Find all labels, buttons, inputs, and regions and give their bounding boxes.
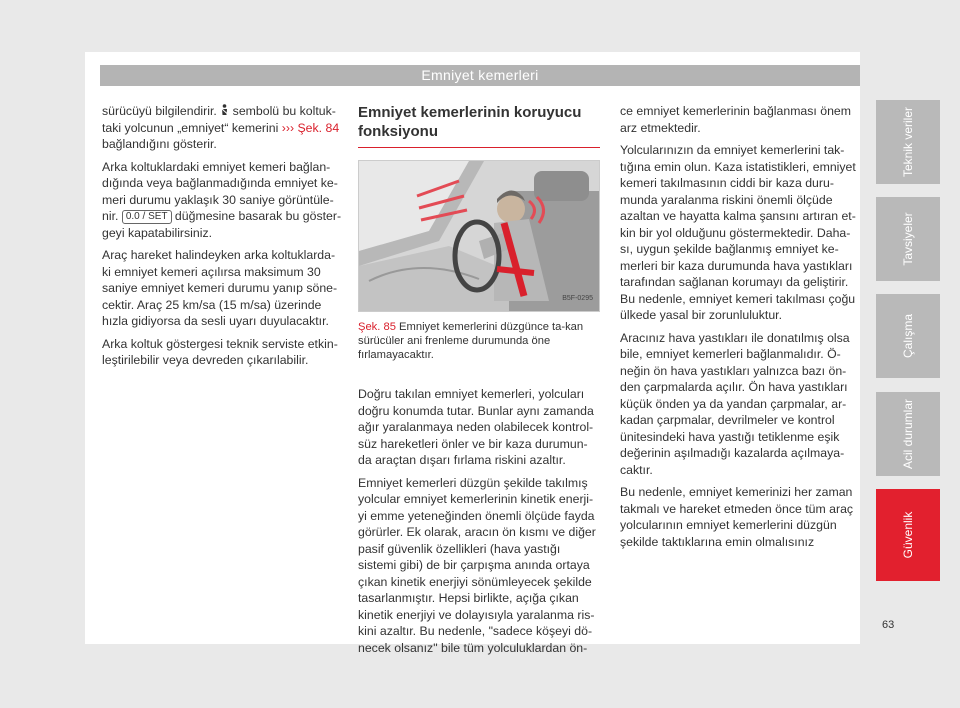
- figure-caption: [358, 320, 600, 362]
- tab-acil-durumlar[interactable]: [876, 392, 940, 476]
- tab-calisma[interactable]: [876, 294, 940, 378]
- text: Arka koltuklardaki emniyet kemeri bağlan-dığında veya bağlanmadığında emniyet ke-meri durumu yaklaşık 30 saniye görüntüle-nir.: [102, 159, 338, 223]
- tab-label: Güvenlik: [901, 511, 915, 559]
- paragraph: Doğru takılan emniyet kemerleri, yolcuları doğru konumda tutar. Bunlar aynı zamanda ağır yaralanmaya neden olabilecek kontrol-süz hareketleri önler ve bir kaza durumun-da araçtan dışarı fırlama riskini azaltır.: [358, 387, 594, 467]
- text: düğmesine basarak bu göster-geyi kapatabilirsiniz.: [102, 209, 342, 240]
- paragraph: [102, 103, 342, 153]
- paragraph: Aracınız hava yastıkları ile donatılmış olsa bile, emniyet kemerleri bağlanmalıdır. Ö-neğin ön hava yastıkları yalnızca bazı ön-den çarpmalarda açılır. Ön hava yastıkları küçük önden ya da yandan çarpmalar, ar-kadan çarpmalar, devrilmeler ve kontrol ünitesindeki hava yastığı tetiklenme eşik değerinin aşılmadığı kazalarda açılmaya-caktır.: [620, 330, 850, 477]
- tab-label: Tavsiyeler: [901, 212, 915, 266]
- figure-reference-link[interactable]: ››› Şek. 84: [281, 120, 340, 135]
- tab-guvenlik[interactable]: [876, 489, 940, 581]
- caption-figure-number: Şek. 85: [358, 321, 396, 333]
- paragraph: Yolcularınızın da emniyet kemerlerini tak-tığına emin olun. Kaza istatistikleri, emniyet kemeri takılmasının ciddi bir kaza duru-munda yaralanma riskini önemli ölçüde azaltan ve hayatta kalma şansını artıran et-kin bir yol olduğunu göstermektedir. Daha-sı, uygun şekilde bağlanmış emniyet ke-merleri bir kaza durumunda hava yastıkları tarafından sağlanan korumayı da geliştirir. Bu nedenle, emniyet kemeri takılması çoğu ülkede yasal bir zorunluluktur.: [620, 143, 856, 322]
- paragraph: Araç hareket halindeyken arka koltuklarda-ki emniyet kemeri açılırsa maksimum 30 saniye emniyet kemeri durumu yanıp söne-cektir. Araç 25 km/sa (15 m/sa) üzerinde hızla gidiyorsa da sesli uyarı duyulacaktır.: [102, 248, 338, 328]
- column-1: [102, 103, 342, 375]
- seatbelt-person-icon: [220, 104, 229, 116]
- tab-label: Çalışma: [901, 313, 915, 359]
- section-heading: Emniyet kemerlerinin koruyucu fonksiyonu: [358, 103, 600, 148]
- column-3: [620, 103, 860, 556]
- column-2: [358, 103, 600, 662]
- paragraph: Arka koltuk göstergesi teknik serviste etkin-leştirilebilir veya devreden çıkarılabilir.: [102, 336, 338, 367]
- driver-seatbelt-illustration: [358, 160, 600, 312]
- caption-text: Emniyet kemerlerini düzgünce ta-kan sürücüler ani frenleme durumunda öne fırlamayacaktır.: [358, 321, 584, 361]
- figure-code: B5F-0295: [562, 294, 593, 302]
- text: bağlandığını gösterir.: [102, 137, 217, 151]
- tab-tavsiyeler[interactable]: [876, 197, 940, 281]
- tab-teknik-veriler[interactable]: [876, 100, 940, 184]
- page-number: 63: [882, 619, 895, 631]
- car-interior-drawing: [359, 161, 599, 311]
- paragraph: [102, 159, 342, 242]
- paragraph: Emniyet kemerleri düzgün şekilde takılmış yolcular emniyet kemerlerinin kinetik enerji-yi emme yeteneğinden önemli ölçüde fayda görürler. Ek olarak, aracın ön kısmı ve diğer pasif güvenlik özellikleri (hava yastığı sistemi gibi) de bir çarpışma anında ortaya çıkan kinetik enerjiyi sönümleyecek şekilde tasarlanmıştır. Hepsi birlikte, açığa çıkan kinetik enerjiyi ve dolayısıyla yaralanma ris-kini azaltır. Bu nedenle, "sadece köşeyi dö-necek olsanız" bile tüm yolculuklardan ön-: [358, 475, 596, 655]
- text: sembolü bu koltuk-taki yolcunun „emniyet“ kemerini: [102, 104, 336, 135]
- paragraph: ce emniyet kemerlerinin bağlanması önem arz etmektedir.: [620, 104, 852, 135]
- key-button-label: 0.0 / SET: [122, 210, 172, 224]
- paragraph: Bu nedenle, emniyet kemerinizi her zaman takmalı ve hareket etmeden önce tüm araç yolcularının emniyet kemerlerini düzgün şekilde taktıklarına emin olmalısınız: [620, 485, 854, 549]
- text: sürücüyü bilgilendirir.: [102, 104, 221, 118]
- tab-label: Acil durumlar: [901, 398, 915, 470]
- page-header: Emniyet kemerleri: [100, 65, 860, 86]
- tab-label: Teknik veriler: [901, 106, 915, 178]
